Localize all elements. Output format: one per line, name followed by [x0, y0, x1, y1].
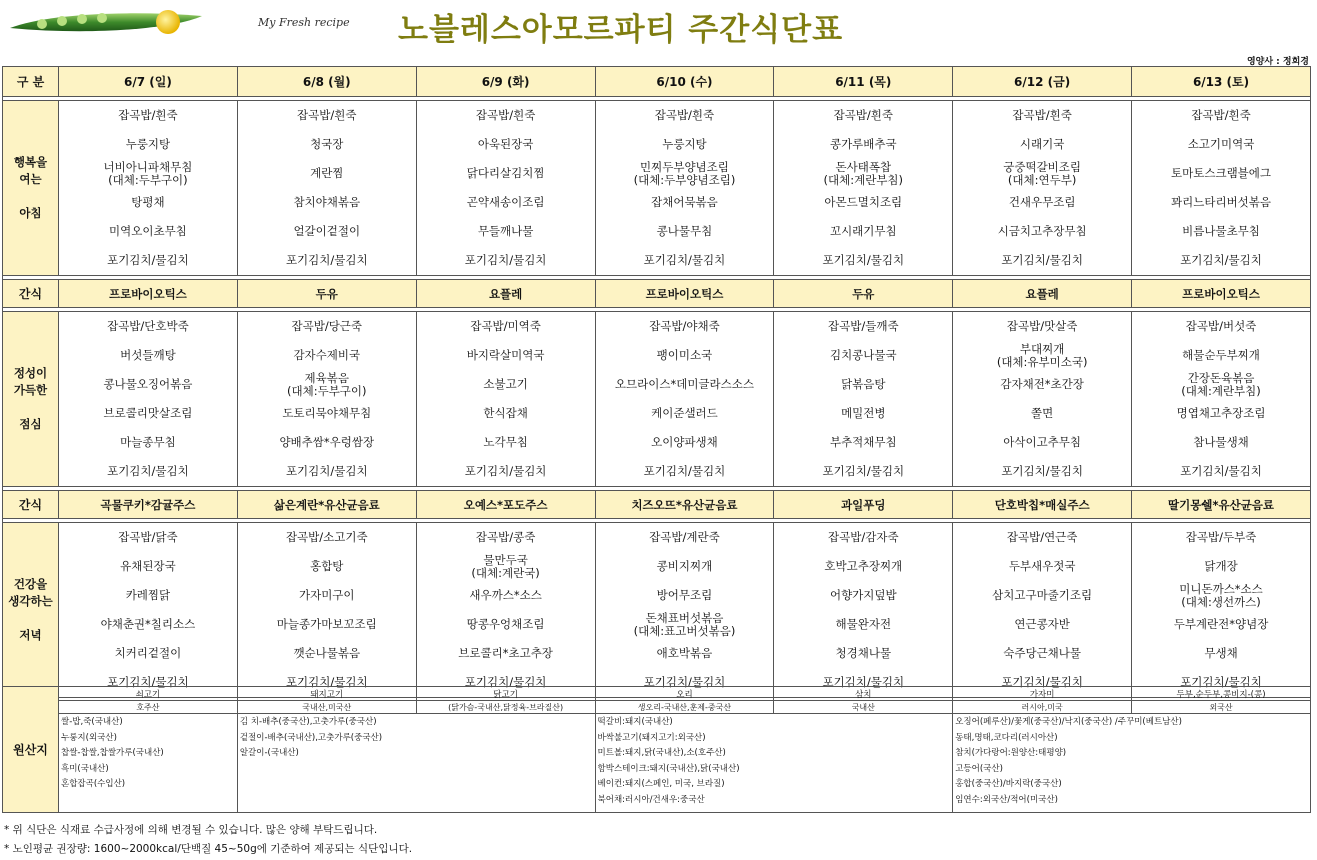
menu-item: 청경채나물 — [835, 646, 892, 661]
menu-item: 해물완자전 — [835, 617, 892, 632]
snack-item: 단호박칩*매실주스 — [953, 491, 1132, 519]
menu-item: 포기김치/물김치 — [643, 464, 726, 479]
menu-item: 팽이미소국 — [656, 348, 713, 363]
origin-line: 겉절이-배추(국내산),고춧가루(중국산) — [239, 732, 383, 743]
origin-line: 오징어(페루산)/꽃게(중국산)/낙지(중국산) /주꾸미(베트남산) — [955, 717, 1182, 727]
menu-item: 포기김치/물김치 — [643, 253, 726, 268]
breakfast-day-cell — [1132, 101, 1311, 276]
menu-item: 김치콩나물국 — [829, 348, 897, 363]
menu-item: 포기김치/물김치 — [822, 253, 905, 268]
menu-item: 잡곡밥/감자죽 — [828, 530, 899, 545]
morning-snack-label: 간식 — [3, 280, 59, 308]
breakfast-day-cell — [237, 101, 416, 276]
breakfast-day-cell — [595, 101, 774, 276]
day-header: 6/10 (수) — [595, 67, 774, 97]
dinner-day-cell — [1132, 523, 1311, 698]
dinner-day-cell — [595, 523, 774, 698]
origin-line: 참치(가다랑어:원양산:태평양) — [955, 748, 1067, 758]
lunch-row — [3, 312, 1311, 487]
breakfast-day-cell — [953, 101, 1132, 276]
origin-label: 원산지 — [3, 687, 59, 813]
breakfast-day-cell — [59, 101, 238, 276]
origin-line: 북어채:러시아/건새우:중국산 — [597, 794, 705, 805]
menu-item: 민찌두부양념조림 (대체:두부양념조림) — [633, 159, 736, 187]
menu-item: 한식잡채 — [483, 406, 528, 421]
menu-item: 토마토스크램블에그 — [1171, 166, 1272, 181]
menu-item: 아욱된장국 — [477, 137, 534, 152]
breakfast-label: 행복을 여는 아침 — [3, 101, 59, 276]
menu-item: 너비아니파채무침 (대체:두부구이) — [103, 159, 193, 187]
origin-line: 함박스테이크:돼지(국내산),닭(국내산) — [597, 763, 740, 774]
menu-item: 바지락살미역국 — [466, 348, 545, 363]
snack-item: 프로바이오틱스 — [59, 280, 238, 308]
morning-snack-row — [3, 280, 1311, 308]
menu-item: 닭개장 — [1204, 559, 1238, 574]
menu-item: 무들깨나물 — [477, 224, 534, 239]
menu-item: 누룽지탕 — [662, 137, 707, 152]
menu-item: 건새우무조림 — [1008, 195, 1076, 210]
menu-item: 마늘종무침 — [120, 435, 176, 450]
origin-line: 누룽지(외국산) — [61, 732, 117, 743]
menu-item: 잡곡밥/두부죽 — [1185, 530, 1257, 545]
origin-line: 바싹불고기(돼지고기:외국산) — [597, 732, 706, 743]
snack-item: 요플레 — [416, 280, 595, 308]
menu-item: 오이양파생채 — [651, 435, 718, 450]
lunch-day-cell — [416, 312, 595, 487]
menu-item: 잡곡밥/콩죽 — [475, 530, 536, 545]
menu-item: 잡곡밥/흰죽 — [833, 108, 893, 123]
menu-item: 잡곡밥/들깨죽 — [828, 319, 899, 334]
lunch-day-cell — [953, 312, 1132, 487]
breakfast-day-cell — [416, 101, 595, 276]
menu-item: 소고기미역국 — [1187, 137, 1255, 152]
day-header: 6/13 (토) — [1132, 67, 1311, 97]
menu-item: 해물순두부찌개 — [1182, 348, 1260, 363]
menu-item: 메밀전병 — [841, 406, 886, 421]
menu-item: 누룽지탕 — [125, 137, 171, 152]
menu-item: 어향가지덮밥 — [829, 588, 897, 603]
menu-item: 포기김치/물김치 — [285, 675, 368, 690]
origin-line: 베이컨:돼지(스페인, 미국, 브라질) — [597, 779, 725, 789]
origin-source: 외국산 — [1132, 701, 1311, 714]
breakfast-day-cell — [774, 101, 953, 276]
green-bean-logo-icon — [6, 6, 206, 40]
origin-source: 국내산 — [774, 701, 953, 714]
menu-item: 잡곡밥/단호박죽 — [107, 319, 189, 334]
lunch-day-cell — [59, 312, 238, 487]
origin-meat: 오리 — [595, 687, 774, 701]
snack-item: 요플레 — [953, 280, 1132, 308]
lunch-day-cell — [237, 312, 416, 487]
origin-line: 동태,명태,코다리(러시아산) — [955, 732, 1058, 743]
origin-line: 임연수:외국산/적어(미국산) — [955, 794, 1058, 805]
menu-item: 홍합탕 — [310, 559, 344, 574]
menu-item: 닭볶음탕 — [841, 377, 886, 392]
menu-item: 콩나물오징어볶음 — [103, 377, 193, 392]
menu-item: 케이준샐러드 — [651, 406, 718, 421]
day-header: 6/8 (월) — [237, 67, 416, 97]
menu-item: 호박고추장찌개 — [824, 559, 903, 574]
menu-item: 연근콩자반 — [1014, 617, 1070, 632]
menu-item: 포기김치/물김치 — [1180, 675, 1262, 690]
menu-item: 콩가루배추국 — [829, 137, 897, 152]
origin-source: 국내산,미국산 — [237, 701, 416, 714]
menu-item: 새우까스*소스 — [469, 588, 542, 603]
origin-meat: 삼치 — [774, 687, 953, 701]
menu-item: 탕평채 — [131, 195, 165, 210]
menu-item: 잡곡밥/연근죽 — [1006, 530, 1078, 545]
menu-item: 애호박볶음 — [656, 646, 713, 661]
menu-item: 잡곡밥/흰죽 — [118, 108, 178, 123]
menu-item: 부추적채무침 — [829, 435, 897, 450]
menu-item: 가자미구이 — [298, 588, 355, 603]
menu-item: 포기김치/물김치 — [1001, 253, 1083, 268]
origin-line: 알갈이-(국내산) — [239, 748, 299, 758]
menu-item: 아몬드멸치조림 — [824, 195, 903, 210]
menu-item: 브로콜리맛살조림 — [103, 406, 193, 421]
origin-line: 떡갈비:돼지(국내산) — [597, 717, 673, 727]
snack-item: 프로바이오틱스 — [1132, 280, 1311, 308]
menu-item: 유채된장국 — [120, 559, 176, 574]
menu-item: 잡곡밥/닭죽 — [118, 530, 178, 545]
origin-line: 김 치-배추(중국산),고춧가루(중국산) — [239, 717, 377, 727]
menu-item: 물만두국 (대체:계란국) — [471, 552, 540, 580]
dinner-day-cell — [774, 523, 953, 698]
afternoon-snack-row — [3, 491, 1311, 519]
lunch-day-cell — [595, 312, 774, 487]
snack-item: 과일푸딩 — [774, 491, 953, 519]
menu-item: 브로콜리*초고추장 — [458, 646, 553, 661]
menu-item: 돈사태폭찹 (대체:계란부침) — [823, 159, 904, 187]
menu-item: 아삭이고추무침 — [1003, 435, 1082, 450]
origin-source-row — [3, 701, 1311, 714]
menu-item: 명엽채고추장조림 — [1176, 406, 1266, 421]
menu-item: 포기김치/물김치 — [107, 464, 189, 479]
menu-item: 포기김치/물김치 — [1180, 464, 1262, 479]
menu-item: 시금치고추장무침 — [997, 224, 1087, 239]
menu-item: 잡곡밥/흰죽 — [475, 108, 536, 123]
menu-item: 잡곡밥/당근죽 — [291, 319, 363, 334]
menu-item: 포기김치/물김치 — [107, 253, 189, 268]
day-header: 6/9 (화) — [416, 67, 595, 97]
menu-item: 포기김치/물김치 — [285, 253, 368, 268]
dinner-day-cell — [953, 523, 1132, 698]
menu-item: 잡곡밥/계란죽 — [649, 530, 720, 545]
menu-item: 잡곡밥/맛살죽 — [1006, 319, 1078, 334]
origin-source: 호주산 — [59, 701, 238, 714]
logo-text: My Fresh recipe — [258, 16, 350, 29]
origin-line: 쌀-밥,죽(국내산) — [61, 717, 123, 727]
menu-item: 방어무조림 — [656, 588, 713, 603]
dinner-day-cell — [416, 523, 595, 698]
menu-item: 깻순나물볶음 — [293, 646, 361, 661]
origin-line: 찹쌀-찹쌀,찹쌀가루(국내산) — [61, 748, 164, 758]
menu-item: 포기김치/물김치 — [464, 464, 547, 479]
page-header — [0, 0, 1317, 67]
page-title: 노블레스아모르파티 주간식단표 — [398, 12, 844, 48]
weekly-menu-table — [2, 66, 1311, 698]
menu-item: 간장돈육볶음 (대체:계란부침) — [1181, 370, 1261, 398]
menu-item: 곤약새송이조림 — [466, 195, 545, 210]
origin-line: 고등어(국산) — [955, 763, 1003, 774]
breakfast-row — [3, 101, 1311, 276]
menu-item: 카레찜닭 — [125, 588, 171, 603]
menu-item: 콩나물무침 — [656, 224, 713, 239]
origin-table — [2, 686, 1311, 813]
menu-item: 비름나물초무침 — [1182, 224, 1260, 239]
menu-item: 참치야채볶음 — [293, 195, 361, 210]
menu-item: 포기김치/물김치 — [822, 675, 905, 690]
footnote: * 노인평균 권장량: 1600~2000kcal/단백질 45~50g에 기준하여 제공되는 식단입니다. — [4, 843, 413, 855]
corner-label: 구 분 — [3, 67, 59, 97]
menu-item: 콩비지찌개 — [656, 559, 713, 574]
menu-item: 마늘종가마보꼬조림 — [276, 617, 377, 632]
menu-item: 땅콩우엉채조림 — [466, 617, 545, 632]
menu-item: 버섯들깨탕 — [120, 348, 176, 363]
day-header-row — [3, 67, 1311, 97]
menu-item: 꼬시래기무침 — [829, 224, 897, 239]
snack-item: 두유 — [237, 280, 416, 308]
menu-item: 무생채 — [1204, 646, 1238, 661]
origin-seafood — [953, 714, 1311, 813]
origin-line: 미트볼:돼지,닭(국내산),소(호주산) — [597, 748, 726, 758]
dietitian-name: 영양사 : 정희경 — [1246, 57, 1309, 67]
origin-detail-row — [3, 714, 1311, 813]
menu-item: 돈채표버섯볶음 (대체:표고버섯볶음) — [633, 610, 736, 638]
menu-item: 포기김치/물김치 — [107, 675, 189, 690]
menu-item: 잡곡밥/흰죽 — [297, 108, 357, 123]
menu-item: 치커리겉절이 — [114, 646, 182, 661]
menu-item: 잡곡밥/흰죽 — [654, 108, 715, 123]
menu-item: 포기김치/물김치 — [822, 464, 905, 479]
origin-grains — [59, 714, 238, 813]
menu-item: 시래기국 — [1019, 137, 1065, 152]
origin-meat-row — [3, 687, 1311, 701]
dinner-row — [3, 523, 1311, 698]
menu-item: 잡채어묵볶음 — [651, 195, 718, 210]
menu-item: 포기김치/물김치 — [1180, 253, 1262, 268]
menu-item: 감자채전*초간장 — [1000, 377, 1084, 392]
menu-item: 닭다리살김치찜 — [466, 166, 545, 181]
origin-line: 홍합(중국산)/바지락(중국산) — [955, 779, 1062, 789]
origin-line: 흑미(국내산) — [61, 763, 109, 774]
snack-item: 딸기몽쉘*유산균음료 — [1132, 491, 1311, 519]
menu-item: 부대찌개 (대체:유부미소국) — [996, 341, 1088, 369]
footnote: * 위 식단은 식재료 수급사정에 의해 변경될 수 있습니다. 많은 양해 부탁드립니다. — [4, 824, 378, 836]
menu-item: 야채춘권*칠리소스 — [100, 617, 196, 632]
lunch-day-cell — [1132, 312, 1311, 487]
day-header: 6/11 (목) — [774, 67, 953, 97]
menu-item: 꽈리느타리버섯볶음 — [1171, 195, 1272, 210]
menu-item: 노각무침 — [483, 435, 528, 450]
menu-item: 포기김치/물김치 — [1001, 464, 1083, 479]
menu-item: 쫄면 — [1031, 406, 1054, 421]
snack-item: 두유 — [774, 280, 953, 308]
dinner-day-cell — [59, 523, 238, 698]
menu-item: 포기김치/물김치 — [643, 675, 726, 690]
day-header: 6/12 (금) — [953, 67, 1132, 97]
origin-processed-meat — [595, 714, 953, 813]
menu-item: 숙주당근채나물 — [1003, 646, 1082, 661]
afternoon-snack-label: 간식 — [3, 491, 59, 519]
menu-item: 포기김치/물김치 — [464, 253, 547, 268]
lunch-label: 정성이 가득한 점심 — [3, 312, 59, 487]
menu-item: 잡곡밥/흰죽 — [1012, 108, 1072, 123]
menu-item: 양배추쌈*우렁쌈장 — [279, 435, 375, 450]
menu-item: 도토리묵야채무침 — [282, 406, 372, 421]
origin-source: (닭가슴-국내산,닭정육-브라질산) — [416, 701, 595, 714]
menu-item: 포기김치/물김치 — [1001, 675, 1083, 690]
day-header: 6/7 (일) — [59, 67, 238, 97]
menu-item: 포기김치/물김치 — [464, 675, 547, 690]
origin-meat: 쇠고기 — [59, 687, 238, 701]
origin-meat: 두부,순두부,콩비지-(콩) — [1132, 687, 1311, 701]
menu-item: 잡곡밥/흰죽 — [1191, 108, 1251, 123]
menu-item: 두부새우젓국 — [1008, 559, 1076, 574]
origin-line: 혼합잡곡(수입산) — [61, 779, 126, 789]
origin-kimchi — [237, 714, 595, 813]
menu-item: 소불고기 — [483, 377, 528, 392]
menu-item: 포기김치/물김치 — [285, 464, 368, 479]
snack-item: 오예스*포도주스 — [416, 491, 595, 519]
origin-meat: 돼지고기 — [237, 687, 416, 701]
menu-item: 두부계란전*양념장 — [1173, 617, 1269, 632]
menu-item: 미니돈까스*소스 (대체:생선까스) — [1179, 581, 1263, 609]
origin-meat: 닭고기 — [416, 687, 595, 701]
menu-item: 오므라이스*데미글라스소스 — [614, 377, 754, 392]
menu-item: 잡곡밥/야채죽 — [649, 319, 720, 334]
origin-source: 러시아,미국 — [953, 701, 1132, 714]
origin-source: 생오리-국내산,훈제-중국산 — [595, 701, 774, 714]
menu-item: 궁중떡갈비조림 (대체:연두부) — [1003, 159, 1082, 187]
snack-item: 삶은계란*유산균음료 — [237, 491, 416, 519]
dinner-label: 건강을 생각하는 저녁 — [3, 523, 59, 698]
menu-item: 감자수제비국 — [293, 348, 361, 363]
snack-item: 곡물쿠키*감귤주스 — [59, 491, 238, 519]
menu-item: 얼갈이겉절이 — [293, 224, 361, 239]
menu-item: 잡곡밥/버섯죽 — [1185, 319, 1257, 334]
menu-item: 제육볶음 (대체:두부구이) — [287, 370, 367, 398]
menu-item: 잡곡밥/소고기죽 — [285, 530, 368, 545]
menu-item: 삼치고구마줄기조림 — [992, 588, 1093, 603]
snack-item: 치즈오뜨*유산균음료 — [595, 491, 774, 519]
dinner-day-cell — [237, 523, 416, 698]
lunch-day-cell — [774, 312, 953, 487]
menu-item: 청국장 — [310, 137, 344, 152]
menu-item: 계란찜 — [310, 166, 344, 181]
menu-item: 참나물생채 — [1193, 435, 1249, 450]
origin-meat: 가자미 — [953, 687, 1132, 701]
menu-item: 미역오이초무침 — [109, 224, 187, 239]
snack-item: 프로바이오틱스 — [595, 280, 774, 308]
footnotes — [4, 821, 412, 859]
menu-item: 잡곡밥/미역죽 — [470, 319, 541, 334]
